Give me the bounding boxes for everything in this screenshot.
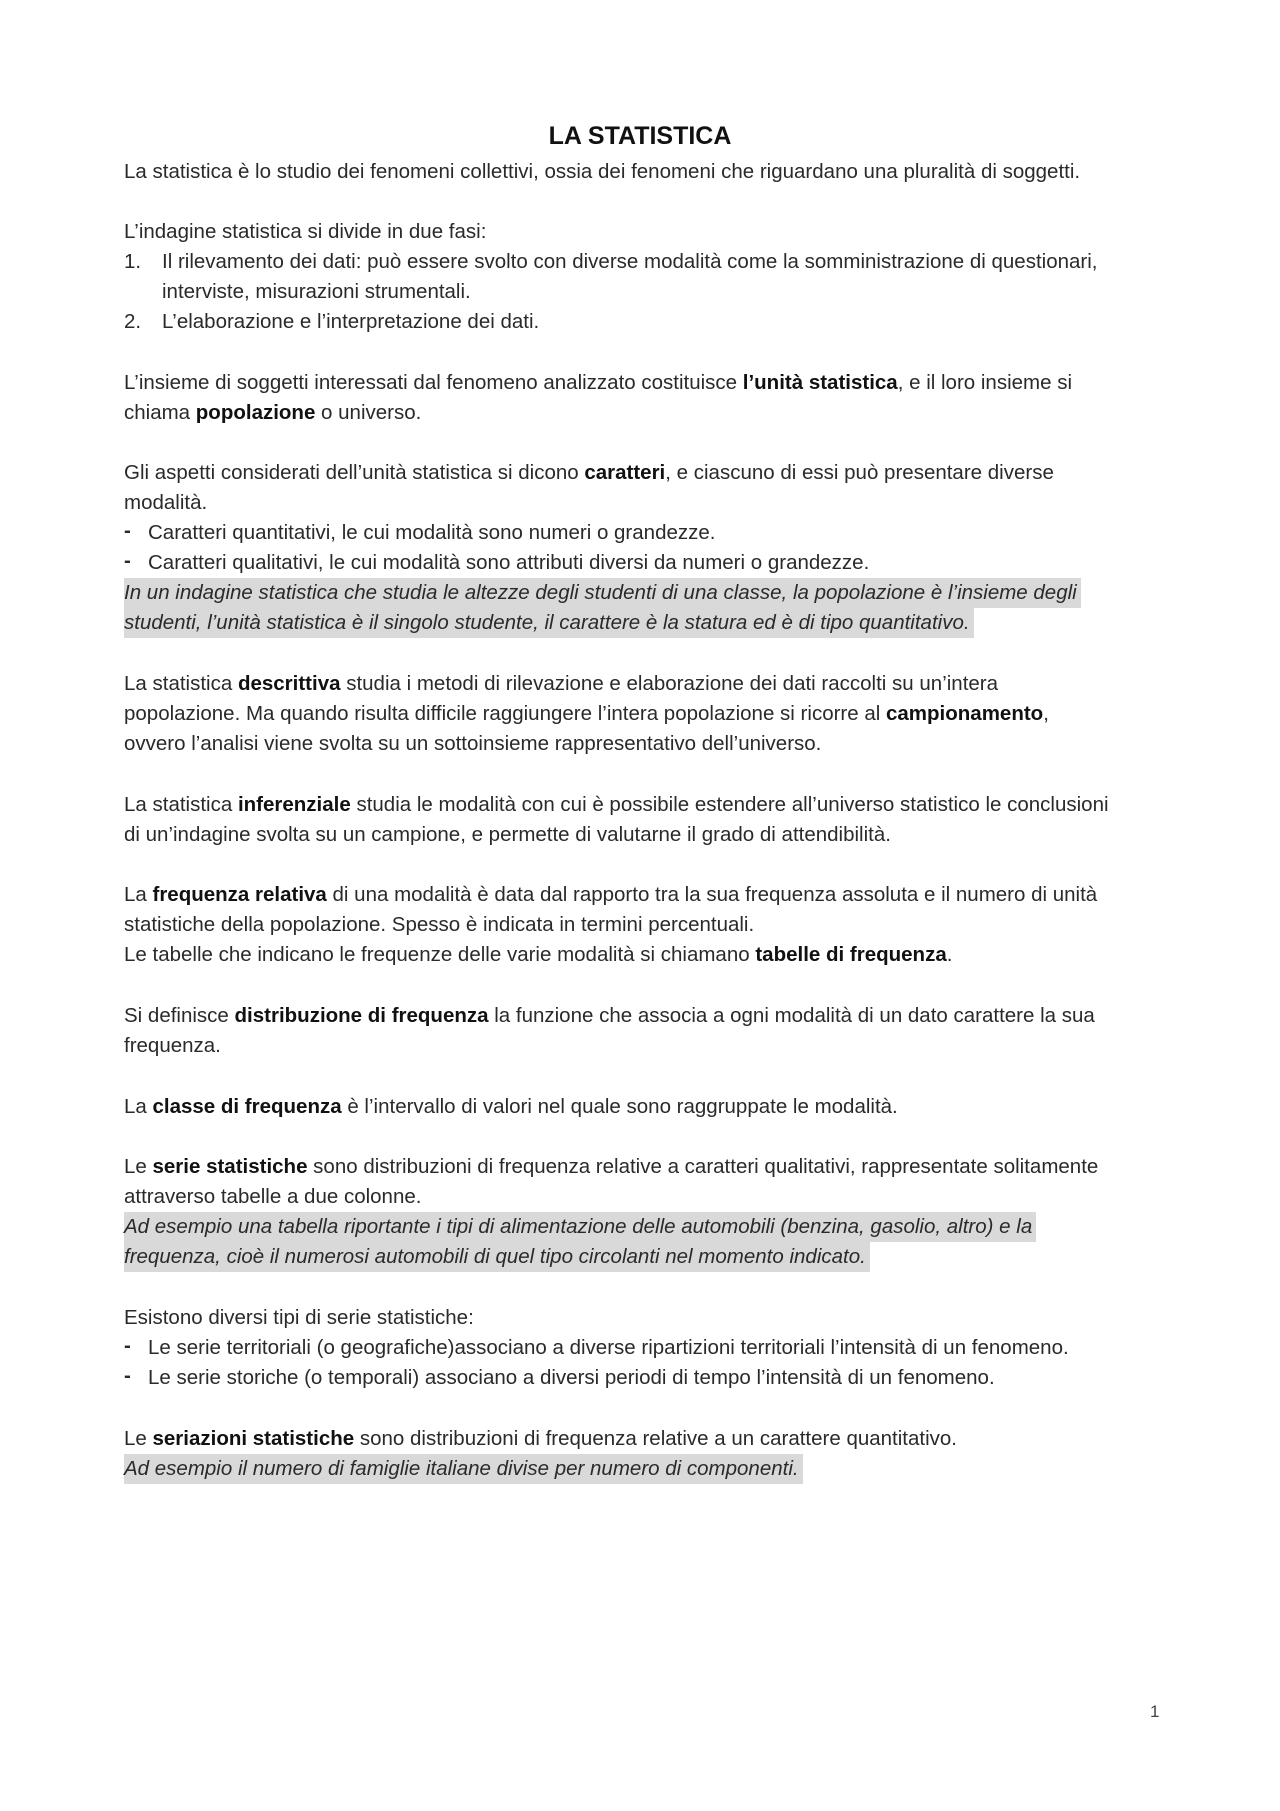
series-text: Le xyxy=(124,1155,153,1178)
descriptive-line-1 xyxy=(124,669,1174,699)
intro-text: La statistica è lo studio dei fenomeni collettivi, ossia dei fenomeni che riguardano una pluralità di soggetti. xyxy=(124,160,1081,183)
example-line xyxy=(124,1242,1174,1272)
phase-item-1-continued xyxy=(124,277,1174,307)
series-line-2: attraverso tabelle a due colonne. xyxy=(124,1185,422,1208)
relative-frequency-line-2: statistiche della popolazione. Spesso è indicata in termini percentuali. xyxy=(124,913,755,936)
descriptive-paragraph xyxy=(124,669,1174,759)
descriptive-text: popolazione. Ma quando risulta difficile raggiungere l’intera popolazione si ricorre al xyxy=(124,702,886,725)
descriptive-line-3: ovvero l’analisi viene svolta su un sottoinsieme rappresentativo dell’universo. xyxy=(124,732,822,755)
bullet-text: Caratteri qualitativi, le cui modalità sono attributi diversi da numeri o grandezze. xyxy=(148,551,870,574)
relative-frequency-line-1 xyxy=(124,880,1174,910)
unit-line-1 xyxy=(124,368,1174,398)
distribution-text: la funzione che associa a ogni modalità di un dato carattere la sua xyxy=(488,1004,1095,1027)
highlighted-example: studenti, l’unità statistica è il singolo studente, il carattere è la statura ed è di tipo quantitativo. xyxy=(124,608,974,638)
series-paragraph xyxy=(124,1152,1174,1272)
term-frequenza-relativa: frequenza relativa xyxy=(152,883,327,906)
series-line-1 xyxy=(124,1152,1174,1182)
term-descrittiva: descrittiva xyxy=(237,672,341,695)
phase-item-1-text-continued: interviste, misurazioni strumentali. xyxy=(162,280,471,303)
term-caratteri: caratteri xyxy=(584,461,666,484)
example-line xyxy=(124,1454,1174,1484)
unit-line-2 xyxy=(124,398,1174,428)
term-classe-di-frequenza: classe di frequenza xyxy=(152,1095,342,1118)
term-inferenziale: inferenziale xyxy=(237,793,351,816)
dash-marker: - xyxy=(124,549,131,572)
characters-text: Gli aspetti considerati dell’unità statistica si dicono xyxy=(124,461,585,484)
phase-item-1 xyxy=(124,247,1174,277)
dash-marker: - xyxy=(124,1334,131,1357)
highlighted-example: Ad esempio una tabella riportante i tipi di alimentazione delle automobili (benzina, gasolio, altro) e la xyxy=(124,1212,1036,1242)
inferential-line-2: di un’indagine svolta su un campione, e permette di valutarne il grado di attendibilità. xyxy=(124,823,891,846)
bullet-text: Le serie storiche (o temporali) associano a diversi periodi di tempo l’intensità di un fenomeno. xyxy=(148,1366,995,1389)
phase-item-2 xyxy=(124,307,1174,337)
descriptive-line-2 xyxy=(124,699,1174,729)
term-campionamento: campionamento xyxy=(886,702,1044,725)
term-unita-statistica: l’unità statistica xyxy=(742,371,898,394)
page-number: 1 xyxy=(1150,1702,1160,1721)
unit-text: o universo. xyxy=(315,401,422,424)
bullet-item xyxy=(124,518,1174,548)
bullet-item xyxy=(124,1333,1174,1363)
term-distribuzione-di-frequenza: distribuzione di frequenza xyxy=(234,1004,489,1027)
unit-text: chiama xyxy=(124,401,196,424)
bullet-text: Le serie territoriali (o geografiche)associano a diverse ripartizioni territoriali l’intensità di un fenomeno. xyxy=(148,1336,1069,1359)
relative-frequency-text: La xyxy=(124,883,153,906)
relative-frequency-text: Le tabelle che indicano le frequenze delle varie modalità si chiamano xyxy=(124,943,756,966)
phase-item-1-number: 1. xyxy=(124,250,142,273)
characters-line-1 xyxy=(124,458,1174,488)
term-seriazioni-statistiche: seriazioni statistiche xyxy=(152,1427,355,1450)
example-line xyxy=(124,578,1174,608)
characters-line-2: modalità. xyxy=(124,491,208,514)
example-line xyxy=(124,1212,1174,1242)
phase-item-1-text: Il rilevamento dei dati: può essere svolto con diverse modalità come la somministrazione di questionari, xyxy=(162,250,1098,273)
descriptive-text: La statistica xyxy=(124,672,238,695)
intro-paragraph xyxy=(124,157,1174,187)
distribution-line-2: frequenza. xyxy=(124,1034,221,1057)
relative-frequency-line-3 xyxy=(124,940,1174,970)
phase-item-2-text: L’elaborazione e l’interpretazione dei dati. xyxy=(162,310,540,333)
descriptive-text: , xyxy=(1043,702,1049,725)
page-title: LA STATISTICA xyxy=(548,122,732,150)
bullet-item xyxy=(124,548,1174,578)
inferential-text: studia le modalità con cui è possibile estendere all’universo statistico le conclusioni xyxy=(350,793,1109,816)
descriptive-text: studia i metodi di rilevazione e elaborazione dei dati raccolti su un’intera xyxy=(340,672,999,695)
seriations-paragraph xyxy=(124,1424,1174,1484)
inferential-text: La statistica xyxy=(124,793,238,816)
unit-text: , e il loro insieme si xyxy=(897,371,1073,394)
seriations-text: Le xyxy=(124,1427,153,1450)
unit-text: L’insieme di soggetti interessati dal fenomeno analizzato costituisce xyxy=(124,371,743,394)
frequency-class-line-1 xyxy=(124,1092,1174,1122)
frequency-class-paragraph xyxy=(124,1092,1174,1122)
bullet-text: Caratteri quantitativi, le cui modalità sono numeri o grandezze. xyxy=(148,521,716,544)
series-types-section xyxy=(124,1303,1174,1393)
relative-frequency-paragraph xyxy=(124,880,1174,970)
characters-section xyxy=(124,458,1174,638)
term-serie-statistiche: serie statistiche xyxy=(152,1155,308,1178)
frequency-class-text: è l’intervallo di valori nel quale sono raggruppate le modalità. xyxy=(341,1095,898,1118)
highlighted-example: Ad esempio il numero di famiglie italiane divise per numero di componenti. xyxy=(124,1454,803,1484)
unit-paragraph xyxy=(124,368,1174,428)
phases-heading: L’indagine statistica si divide in due fasi: xyxy=(124,220,487,243)
distribution-paragraph xyxy=(124,1001,1174,1061)
dash-marker: - xyxy=(124,1364,131,1387)
highlighted-example: frequenza, cioè il numerosi automobili di quel tipo circolanti nel momento indicato. xyxy=(124,1242,870,1272)
relative-frequency-text: . xyxy=(946,943,953,966)
series-types-heading: Esistono diversi tipi di serie statistiche: xyxy=(124,1306,474,1329)
distribution-line-1 xyxy=(124,1001,1174,1031)
dash-marker: - xyxy=(124,519,131,542)
inferential-paragraph xyxy=(124,790,1174,850)
phases-section xyxy=(124,217,1174,337)
distribution-text: Si definisce xyxy=(124,1004,235,1027)
frequency-class-text: La xyxy=(124,1095,153,1118)
relative-frequency-text: di una modalità è data dal rapporto tra la sua frequenza assoluta e il numero di unità xyxy=(326,883,1098,906)
bullet-item xyxy=(124,1363,1174,1393)
term-tabelle-di-frequenza: tabelle di frequenza xyxy=(755,943,947,966)
seriations-line-1 xyxy=(124,1424,1174,1454)
term-popolazione: popolazione xyxy=(195,401,316,424)
example-line xyxy=(124,608,1174,638)
inferential-line-1 xyxy=(124,790,1174,820)
seriations-text: sono distribuzioni di frequenza relative a un carattere quantitativo. xyxy=(354,1427,957,1450)
characters-text: , e ciascuno di essi può presentare diverse xyxy=(665,461,1054,484)
series-text: sono distribuzioni di frequenza relative a caratteri qualitativi, rappresentate solitamente xyxy=(307,1155,1099,1178)
phase-item-2-number: 2. xyxy=(124,310,142,333)
highlighted-example: In un indagine statistica che studia le altezze degli studenti di una classe, la popolazione è l’insieme degli xyxy=(124,578,1081,608)
